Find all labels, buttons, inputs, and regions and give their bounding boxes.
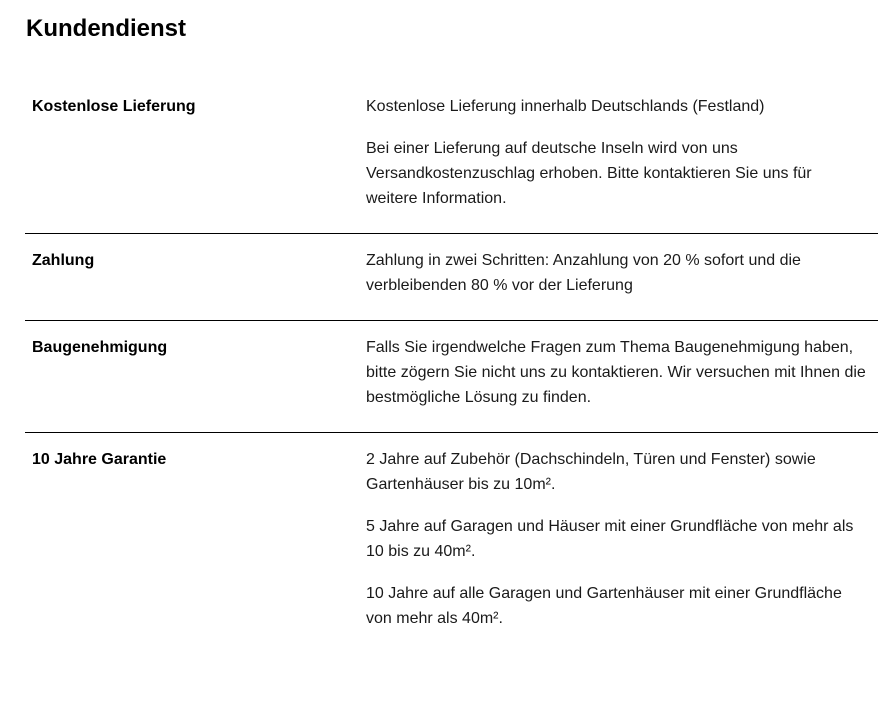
row-content	[366, 335, 866, 410]
row-paragraph: Zahlung in zwei Schritten: Anzahlung von 20 % sofort und die verbleibenden 80 % vor der Lieferung	[366, 252, 801, 294]
row-label: Kostenlose Lieferung	[32, 98, 196, 115]
info-row-building-permit	[25, 321, 878, 433]
row-paragraph: Kostenlose Lieferung innerhalb Deutschlands (Festland)	[366, 98, 765, 115]
row-paragraph: Falls Sie irgendwelche Fragen zum Thema Baugenehmigung haben, bitte zögern Sie nicht uns zu kontaktieren. Wir versuchen mit Ihnen die bestmögliche Lösung zu finden.	[366, 339, 866, 406]
row-content	[366, 94, 866, 211]
row-content	[366, 248, 866, 298]
row-label: Baugenehmigung	[32, 339, 168, 356]
row-paragraph: 10 Jahre auf alle Garagen und Gartenhäuser mit einer Grundfläche von mehr als 40m².	[366, 585, 842, 627]
row-content	[366, 447, 866, 631]
row-label: 10 Jahre Garantie	[32, 451, 167, 468]
row-label: Zahlung	[32, 252, 95, 269]
row-paragraph: 2 Jahre auf Zubehör (Dachschindeln, Türen und Fenster) sowie Gartenhäuser bis zu 10m².	[366, 451, 816, 493]
info-row-payment	[25, 234, 878, 321]
info-row-free-delivery	[25, 80, 878, 234]
row-paragraph: 5 Jahre auf Garagen und Häuser mit einer Grundfläche von mehr als 10 bis zu 40m².	[366, 518, 854, 560]
row-paragraph: Bei einer Lieferung auf deutsche Inseln wird von uns Versandkostenzuschlag erhoben. Bitte kontaktieren Sie uns für weitere Information.	[366, 140, 812, 207]
info-row-warranty	[25, 433, 878, 653]
service-info-table	[25, 80, 878, 653]
page-title: Kundendienst	[26, 15, 186, 42]
